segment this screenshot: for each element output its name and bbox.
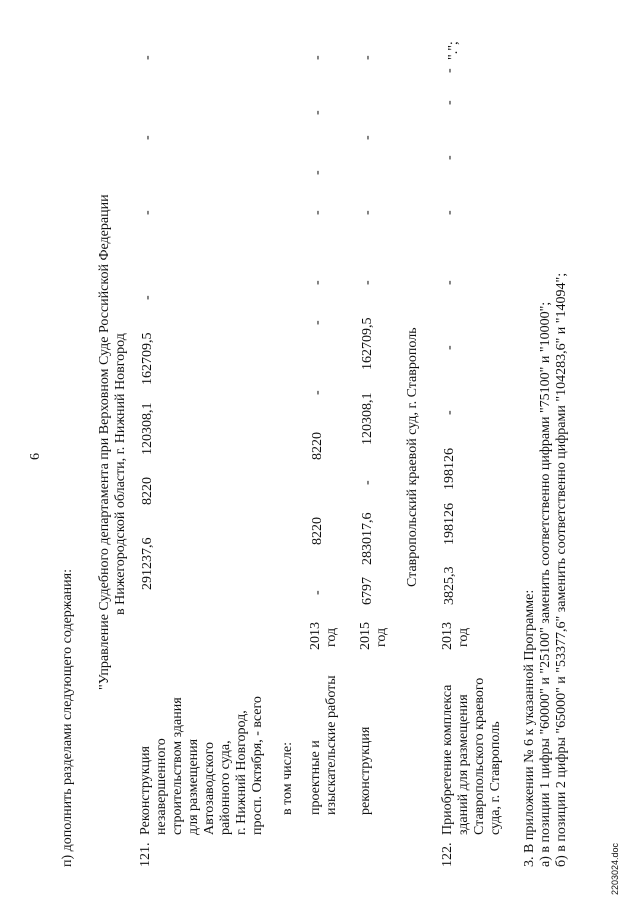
sub-2-val: - [360,210,375,215]
row-122-val: 3825,3 [442,566,457,605]
row-122-val: - [442,280,457,285]
row-121-name-line: для размещения [186,738,201,835]
row-121-number: 121. [138,842,153,867]
row-122-val: 198126 [442,503,457,545]
row-122-year-word: год [456,627,471,647]
sub-2-val: - [360,55,375,60]
sub-1-val: - [310,390,325,395]
row-121-name-line: просп. Октября, - всего [250,696,265,835]
row-121-name [138,696,266,835]
sub-1-name-line2: изыскательские работы [324,675,339,815]
sub-2-name: реконструкция [358,726,373,815]
row-121-dash: - [140,55,155,60]
sub-1-year: 2013 [308,622,323,650]
row-122-year: 2013 [440,622,455,650]
row-121-total: 291237,6 [140,537,155,590]
row-121-val: 120308,1 [140,402,155,455]
row-122-name-line: суда, г. Ставрополь [488,721,503,835]
in-that-number: в том числе: [280,742,295,815]
row-122-val: - [442,155,457,160]
sub-2-val: 162709,5 [360,317,375,370]
row-121-name-line: г. Нижний Новгород, [234,710,249,835]
sub-1-val: - [310,210,325,215]
row-121-name-line: строительством здания [170,697,185,835]
footer-item-3: 3. В приложении № 6 к указанной Программе: [522,589,537,867]
sub-1-val: - [310,55,325,60]
sub-2-val: 6797 [360,577,375,605]
row-122-val: - [442,68,457,73]
section-heading-1b: в Нижегородской области, г. Нижний Новгород [113,333,128,615]
row-122-val: - [442,410,457,415]
row-121-name-line: Реконструкция [138,746,153,835]
sub-2-year: 2015 [358,622,373,650]
row-121-name-line: районного суда, [218,740,233,835]
page-number: 6 [28,453,43,460]
row-122-val: - [442,345,457,350]
sub-2-val: - [360,135,375,140]
sub-2-val: 283017,6 [360,512,375,565]
sub-1-val: - [310,320,325,325]
sub-1-name-line1: проектные и [308,740,323,815]
row-122-name-line: Ставропольского краевого [472,677,487,835]
sub-2-year-word: год [374,627,389,647]
sub-1-val: 8220 [310,432,325,460]
sub-1-val: - [310,280,325,285]
intro-text: п) дополнить разделами следующего содержания: [60,569,75,867]
row-121-val: 8220 [140,477,155,505]
row-122-val: 198126 [442,448,457,490]
row-121-name-line: незавершенного [154,738,169,835]
row-122-name-line: Приобретение комплекса [440,684,455,835]
section-heading-2: Ставропольский краевой суд, г. Ставрополь [405,327,420,587]
row-122-val: - [442,100,457,105]
row-121-val: 162709,5 [140,332,155,385]
sub-1-year-word: год [324,627,339,647]
row-121-name-line: Автозаводского [202,742,217,835]
row-121-dash: - [140,135,155,140]
sub-2-val: 120308,1 [360,392,375,445]
sub-2-val: - [360,280,375,285]
sub-1-val: - [310,170,325,175]
section-heading-1a: "Управление Судебного департамента при Верховном Суде Российской Федерации [97,194,112,690]
row-121-dash: - [140,295,155,300]
sub-1-val: - [310,590,325,595]
footer-item-a: а) в позиции 1 цифры "60000" и "25100" заменить соответственно цифрами "75100" и "10000"; [538,301,553,867]
row-121-dash: - [140,210,155,215]
row-122-name-line: зданий для размещения [456,694,471,835]
sub-1-val: - [310,110,325,115]
sub-1-val: 8220 [310,517,325,545]
sub-2-val: - [360,480,375,485]
footer-item-b: б) в позиции 2 цифры "65000" и "53377,6" заменить соответственно цифрами "104283,6" и "14094"; [554,272,569,867]
row-122-val: - [442,210,457,215]
doc-code: 2203024.doc [610,842,620,895]
row-122-closing: "."; [446,41,461,60]
row-122-number: 122. [440,842,455,867]
